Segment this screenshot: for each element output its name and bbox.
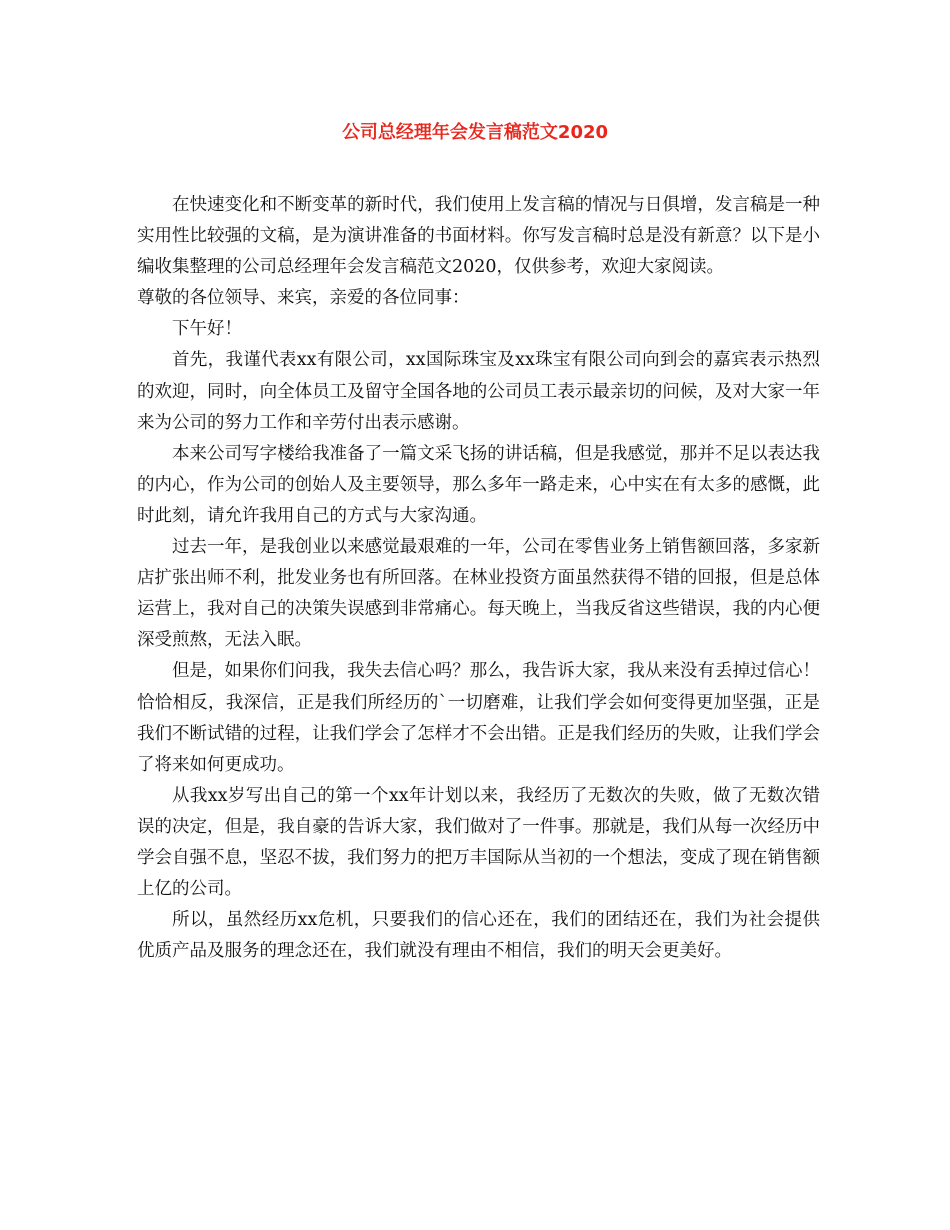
body-paragraph: 过去一年，是我创业以来感觉最艰难的一年，公司在零售业务上销售额回落，多家新店扩张出师不利，批发业务也有所回落。在林业投资方面虽然获得不错的回报，但是总体运营上，我对自己的决策失误感到非常痛心。每天晚上，当我反省这些错误，我的内心便深受煎熬，无法入眠。 <box>137 537 820 651</box>
salutation: 尊敬的各位领导、来宾，亲爱的各位同事： <box>137 288 470 309</box>
intro-paragraph: 在快速变化和不断变革的新时代，我们使用上发言稿的情况与日俱增，发言稿是一种实用性比较强的文稿，是为演讲准备的书面材料。你写发言稿时总是没有新意？以下是小编收集整理的公司总经理年会发言稿范文2020，仅供参考，欢迎大家阅读。 <box>137 195 820 278</box>
document-body <box>137 190 820 967</box>
body-paragraph: 首先，我谨代表xx有限公司，xx国际珠宝及xx珠宝有限公司向到会的嘉宾表示热烈的欢迎，同时，向全体员工及留守全国各地的公司员工表示最亲切的问候，及对大家一年来为公司的努力工作和辛劳付出表示感谢。 <box>137 350 820 433</box>
body-paragraph: 但是，如果你们问我，我失去信心吗？那么，我告诉大家，我从来没有丢掉过信心！恰恰相反，我深信，正是我们所经历的`一切磨难，让我们学会如何变得更加坚强，正是我们不断试错的过程，让我们学会了怎样才不会出错。正是我们经历的失败，让我们学会了将来如何更成功。 <box>137 661 820 775</box>
body-paragraph: 从我xx岁写出自己的第一个xx年计划以来，我经历了无数次的失败，做了无数次错误的决定，但是，我自豪的告诉大家，我们做对了一件事。那就是，我们从每一次经历中学会自强不息，坚忍不拔，我们努力的把万丰国际从当初的一个想法，变成了现在销售额上亿的公司。 <box>137 785 820 900</box>
body-paragraph: 本来公司写字楼给我准备了一篇文采飞扬的讲话稿，但是我感觉，那并不足以表达我的内心，作为公司的创始人及主要领导，那么多年一路走来，心中实在有太多的感慨，此时此刻，请允许我用自己的方式与大家沟通。 <box>137 443 820 526</box>
greeting: 下午好！ <box>172 319 242 340</box>
body-paragraph: 所以，虽然经历xx危机，只要我们的信心还在，我们的团结还在，我们为社会提供优质产品及服务的理念还在，我们就没有理由不相信，我们的明天会更美好。 <box>137 910 820 962</box>
document-title: 公司总经理年会发言稿范文2020 <box>341 122 609 143</box>
